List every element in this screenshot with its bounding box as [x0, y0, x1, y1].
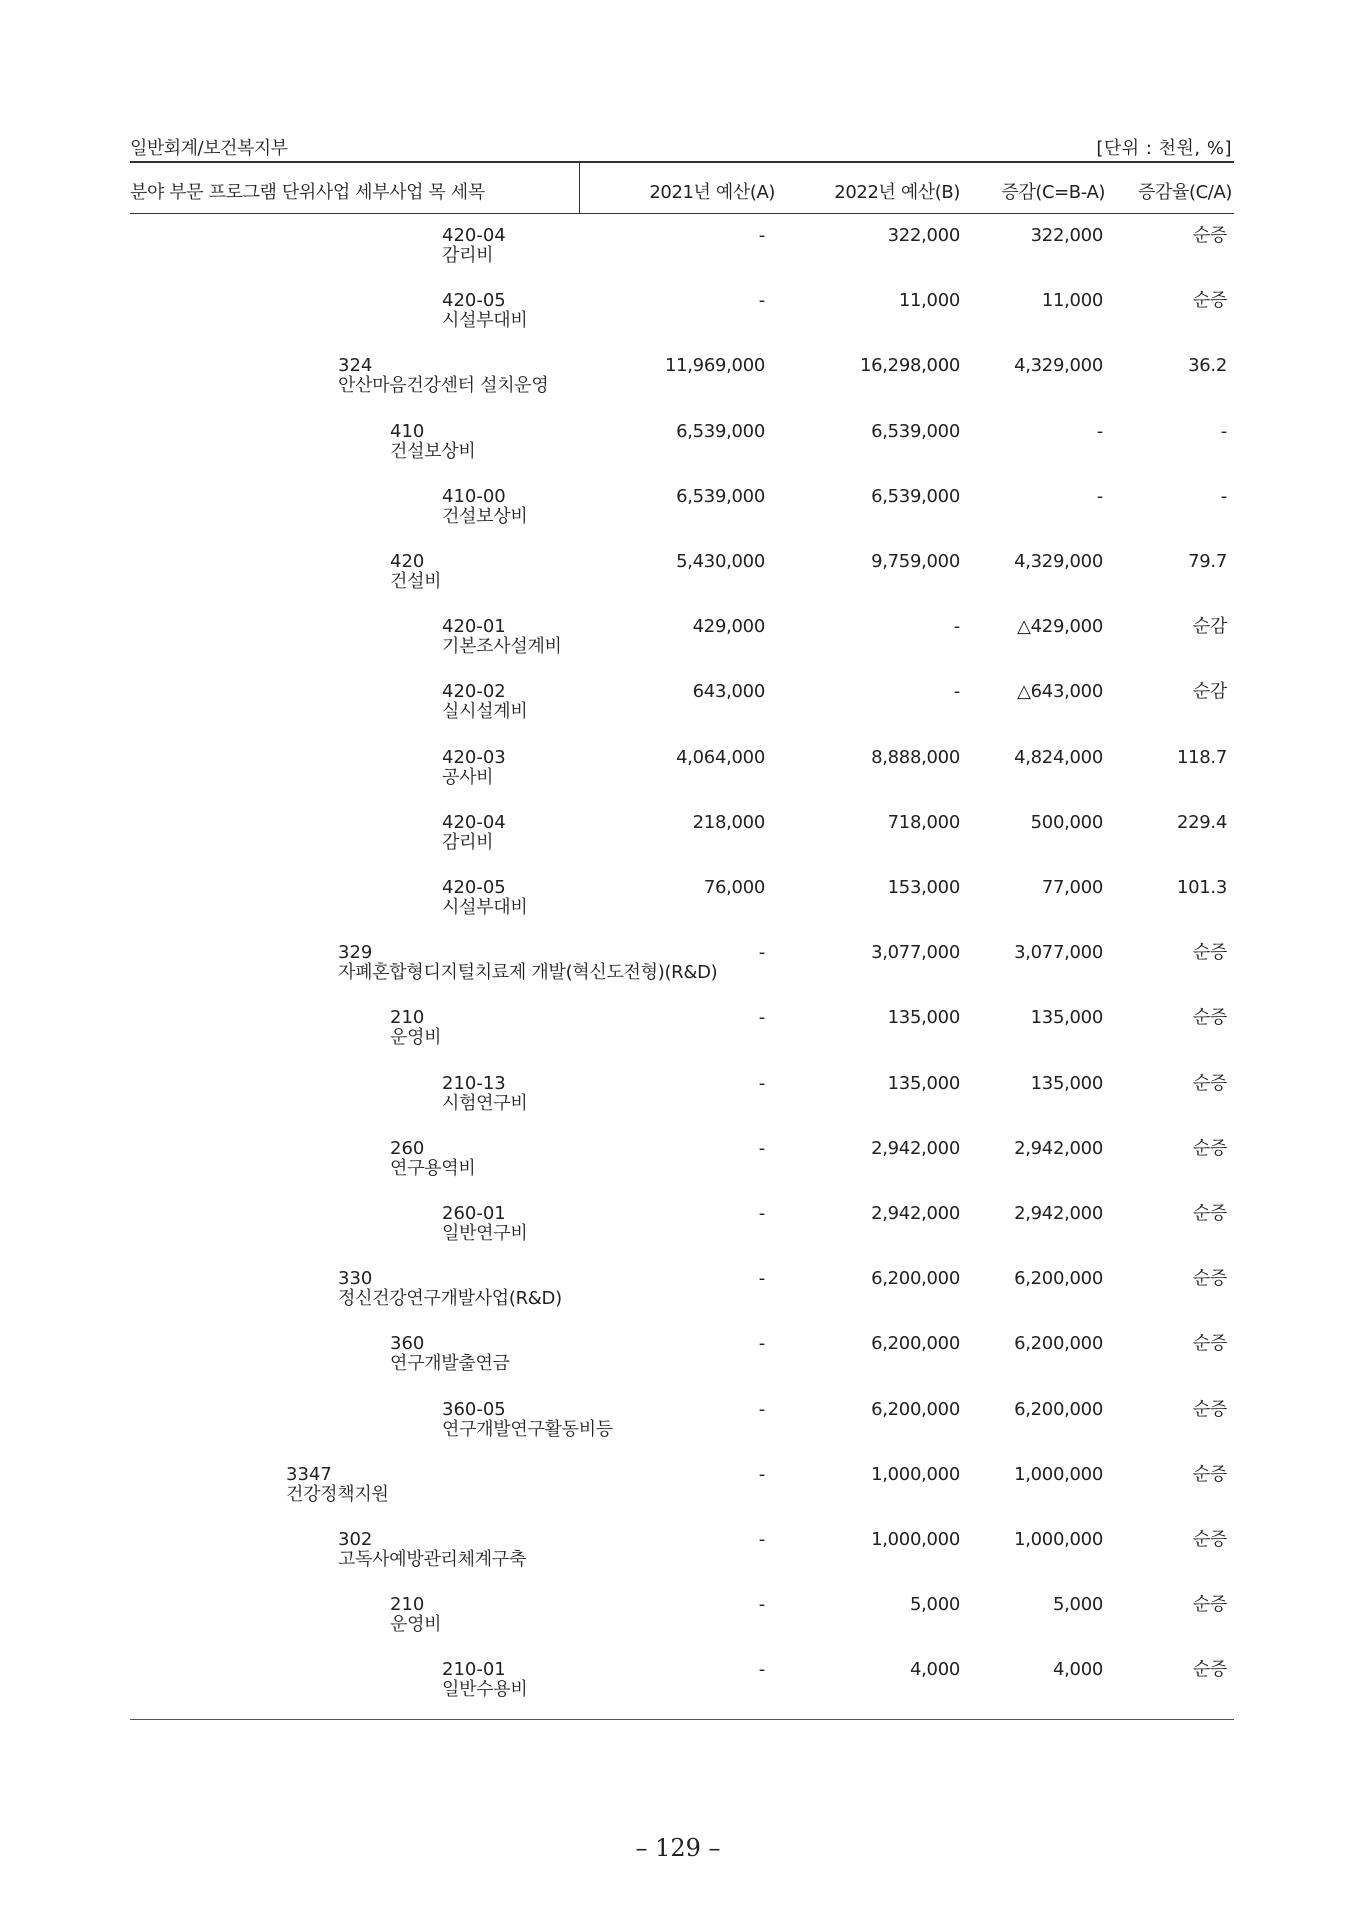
row-budget-2022: 153,000: [887, 877, 960, 898]
row-change-rate: 순증: [1192, 1464, 1227, 1485]
row-change: 135,000: [1030, 1073, 1103, 1094]
row-change: 4,329,000: [1014, 551, 1103, 572]
row-budget-2021: 11,969,000: [664, 355, 765, 376]
column-header-2022: 2022년 예산(B): [834, 182, 960, 203]
row-budget-2021: -: [758, 290, 765, 311]
page-number: – 129 –: [635, 1834, 721, 1862]
table-row: [0, 1659, 1356, 1717]
row-code: 210-01: [442, 1659, 506, 1680]
row-change: 77,000: [1041, 877, 1103, 898]
row-budget-2022: 6,539,000: [871, 486, 960, 507]
row-budget-2021: -: [758, 1333, 765, 1354]
row-budget-2022: 5,000: [909, 1594, 960, 1615]
row-code: 420-05: [442, 877, 506, 898]
row-change: 6,200,000: [1014, 1268, 1103, 1289]
row-name: 고독사예방관리체계구축: [338, 1549, 526, 1570]
row-budget-2022: 135,000: [887, 1073, 960, 1094]
row-code: 410-00: [442, 486, 506, 507]
row-change: 2,942,000: [1014, 1203, 1103, 1224]
table-top-rule: [130, 161, 1234, 163]
row-name: 자폐혼합형디지털치료제 개발(혁신도전형)(R&D): [338, 962, 718, 983]
row-budget-2022: 16,298,000: [859, 355, 960, 376]
table-row: [0, 1399, 1356, 1457]
row-name: 연구개발출연금: [390, 1353, 510, 1374]
table-row: [0, 551, 1356, 609]
row-name: 실시설계비: [442, 701, 528, 722]
row-change: 2,942,000: [1014, 1138, 1103, 1159]
row-code: 360-05: [442, 1399, 506, 1420]
row-budget-2021: -: [758, 1659, 765, 1680]
row-code: 210: [390, 1007, 425, 1028]
row-budget-2022: 2,942,000: [871, 1138, 960, 1159]
row-code: 420-04: [442, 225, 506, 246]
row-change-rate: 순증: [1192, 1594, 1227, 1615]
table-row: [0, 747, 1356, 805]
row-change: 4,329,000: [1014, 355, 1103, 376]
row-code: 420-01: [442, 616, 506, 637]
row-code: 260-01: [442, 1203, 506, 1224]
row-budget-2021: -: [758, 1464, 765, 1485]
row-name: 안산마음건강센터 설치운영: [338, 375, 549, 396]
row-code: 420-04: [442, 812, 506, 833]
row-budget-2021: 6,539,000: [676, 486, 765, 507]
row-code: 210-13: [442, 1073, 506, 1094]
table-row: [0, 1464, 1356, 1522]
table-row: [0, 225, 1356, 283]
row-change: 3,077,000: [1014, 942, 1103, 963]
column-header-change-rate: 증감율(C/A): [1138, 182, 1232, 203]
table-row: [0, 1138, 1356, 1196]
row-budget-2022: 6,200,000: [871, 1399, 960, 1420]
header-divider: [579, 162, 580, 213]
table-row: [0, 1203, 1356, 1261]
row-change: 6,200,000: [1014, 1399, 1103, 1420]
row-budget-2021: 6,539,000: [676, 421, 765, 442]
row-change: 6,200,000: [1014, 1333, 1103, 1354]
row-budget-2022: 6,200,000: [871, 1333, 960, 1354]
row-change-rate: 순증: [1192, 290, 1227, 311]
row-budget-2022: 8,888,000: [871, 747, 960, 768]
row-code: 260: [390, 1138, 425, 1159]
row-budget-2022: 9,759,000: [871, 551, 960, 572]
row-change-rate: 118.7: [1176, 747, 1227, 768]
row-change: 1,000,000: [1014, 1464, 1103, 1485]
row-change: 4,824,000: [1014, 747, 1103, 768]
row-name: 건설비: [390, 571, 442, 592]
row-change-rate: 순증: [1192, 1073, 1227, 1094]
row-name: 일반연구비: [442, 1223, 528, 1244]
row-code: 410: [390, 421, 425, 442]
column-header-category: 분야 부문 프로그램 단위사업 세부사업 목 세목: [130, 182, 485, 203]
row-budget-2022: 322,000: [887, 225, 960, 246]
table-row: [0, 1007, 1356, 1065]
row-code: 360: [390, 1333, 425, 1354]
table-row: [0, 1529, 1356, 1587]
row-budget-2022: 718,000: [887, 812, 960, 833]
row-change: △643,000: [1017, 681, 1103, 702]
row-name: 기본조사설계비: [442, 636, 562, 657]
table-row: [0, 1333, 1356, 1391]
row-change-rate: 101.3: [1176, 877, 1227, 898]
row-change-rate: 순증: [1192, 1203, 1227, 1224]
row-change: 500,000: [1030, 812, 1103, 833]
account-ministry-label: 일반회계/보건복지부: [130, 138, 288, 159]
column-header-2021: 2021년 예산(A): [649, 182, 775, 203]
row-budget-2022: 11,000: [898, 290, 960, 311]
row-budget-2021: -: [758, 225, 765, 246]
table-row: [0, 942, 1356, 1000]
row-name: 감리비: [442, 832, 494, 853]
column-header-change: 증감(C=B-A): [1001, 182, 1105, 203]
row-name: 연구개발연구활동비등: [442, 1419, 613, 1440]
row-name: 감리비: [442, 245, 494, 266]
row-change: △429,000: [1017, 616, 1103, 637]
row-change-rate: 36.2: [1188, 355, 1227, 376]
row-code: 302: [338, 1529, 373, 1550]
table-row: [0, 421, 1356, 479]
row-budget-2022: 2,942,000: [871, 1203, 960, 1224]
table-row: [0, 812, 1356, 870]
row-budget-2022: 6,539,000: [871, 421, 960, 442]
row-budget-2021: -: [758, 1399, 765, 1420]
row-code: 324: [338, 355, 373, 376]
row-change-rate: 순증: [1192, 1659, 1227, 1680]
row-budget-2021: -: [758, 1529, 765, 1550]
table-row: [0, 1073, 1356, 1131]
row-change: -: [1096, 421, 1103, 442]
row-code: 330: [338, 1268, 373, 1289]
row-code: 210: [390, 1594, 425, 1615]
table-row: [0, 290, 1356, 348]
row-budget-2021: -: [758, 1268, 765, 1289]
row-code: 420: [390, 551, 425, 572]
table-row: [0, 616, 1356, 674]
row-change-rate: -: [1220, 486, 1227, 507]
row-budget-2021: -: [758, 1594, 765, 1615]
row-budget-2021: -: [758, 1073, 765, 1094]
unit-label: [단위 : 천원, %]: [1096, 138, 1232, 159]
row-budget-2021: 4,064,000: [676, 747, 765, 768]
row-name: 시설부대비: [442, 310, 528, 331]
row-code: 420-05: [442, 290, 506, 311]
table-header-rule: [130, 213, 1234, 214]
table-row: [0, 681, 1356, 739]
row-name: 건강정책지원: [286, 1484, 389, 1505]
row-change-rate: 순증: [1192, 942, 1227, 963]
row-change: 5,000: [1052, 1594, 1103, 1615]
row-change-rate: 순증: [1192, 1333, 1227, 1354]
row-budget-2021: -: [758, 942, 765, 963]
row-change-rate: 순감: [1192, 681, 1227, 702]
row-code: 329: [338, 942, 373, 963]
row-name: 시험연구비: [442, 1093, 528, 1114]
row-code: 420-02: [442, 681, 506, 702]
row-budget-2021: -: [758, 1007, 765, 1028]
row-budget-2022: 135,000: [887, 1007, 960, 1028]
row-budget-2022: -: [953, 616, 960, 637]
row-name: 건설보상비: [390, 441, 476, 462]
row-budget-2021: 76,000: [703, 877, 765, 898]
table-row: [0, 486, 1356, 544]
row-name: 공사비: [442, 767, 494, 788]
row-budget-2021: -: [758, 1203, 765, 1224]
row-budget-2022: 6,200,000: [871, 1268, 960, 1289]
table-row: [0, 877, 1356, 935]
row-name: 정신건강연구개발사업(R&D): [338, 1288, 562, 1309]
row-budget-2021: 218,000: [692, 812, 765, 833]
table-bottom-rule: [130, 1719, 1234, 1720]
row-change-rate: 순증: [1192, 1138, 1227, 1159]
row-name: 일반수용비: [442, 1679, 528, 1700]
row-budget-2021: 429,000: [692, 616, 765, 637]
row-change-rate: 순증: [1192, 225, 1227, 246]
row-change: -: [1096, 486, 1103, 507]
row-budget-2022: 1,000,000: [871, 1464, 960, 1485]
row-name: 운영비: [390, 1614, 442, 1635]
row-change-rate: 순증: [1192, 1007, 1227, 1028]
row-change: 1,000,000: [1014, 1529, 1103, 1550]
row-code: 420-03: [442, 747, 506, 768]
row-change: 11,000: [1041, 290, 1103, 311]
row-change-rate: 순증: [1192, 1268, 1227, 1289]
table-row: [0, 1594, 1356, 1652]
table-row: [0, 355, 1356, 413]
table-row: [0, 1268, 1356, 1326]
row-code: 3347: [286, 1464, 332, 1485]
row-change-rate: 79.7: [1188, 551, 1227, 572]
row-change-rate: 순증: [1192, 1529, 1227, 1550]
row-budget-2022: 4,000: [909, 1659, 960, 1680]
row-name: 시설부대비: [442, 897, 528, 918]
row-change: 135,000: [1030, 1007, 1103, 1028]
row-change-rate: 순증: [1192, 1399, 1227, 1420]
row-budget-2022: -: [953, 681, 960, 702]
row-name: 연구용역비: [390, 1158, 476, 1179]
row-budget-2022: 3,077,000: [871, 942, 960, 963]
row-name: 운영비: [390, 1027, 442, 1048]
row-change-rate: 229.4: [1176, 812, 1227, 833]
row-change: 322,000: [1030, 225, 1103, 246]
row-change-rate: 순감: [1192, 616, 1227, 637]
row-change-rate: -: [1220, 421, 1227, 442]
row-budget-2021: 5,430,000: [676, 551, 765, 572]
row-budget-2021: -: [758, 1138, 765, 1159]
row-name: 건설보상비: [442, 506, 528, 527]
row-change: 4,000: [1052, 1659, 1103, 1680]
row-budget-2021: 643,000: [692, 681, 765, 702]
row-budget-2022: 1,000,000: [871, 1529, 960, 1550]
